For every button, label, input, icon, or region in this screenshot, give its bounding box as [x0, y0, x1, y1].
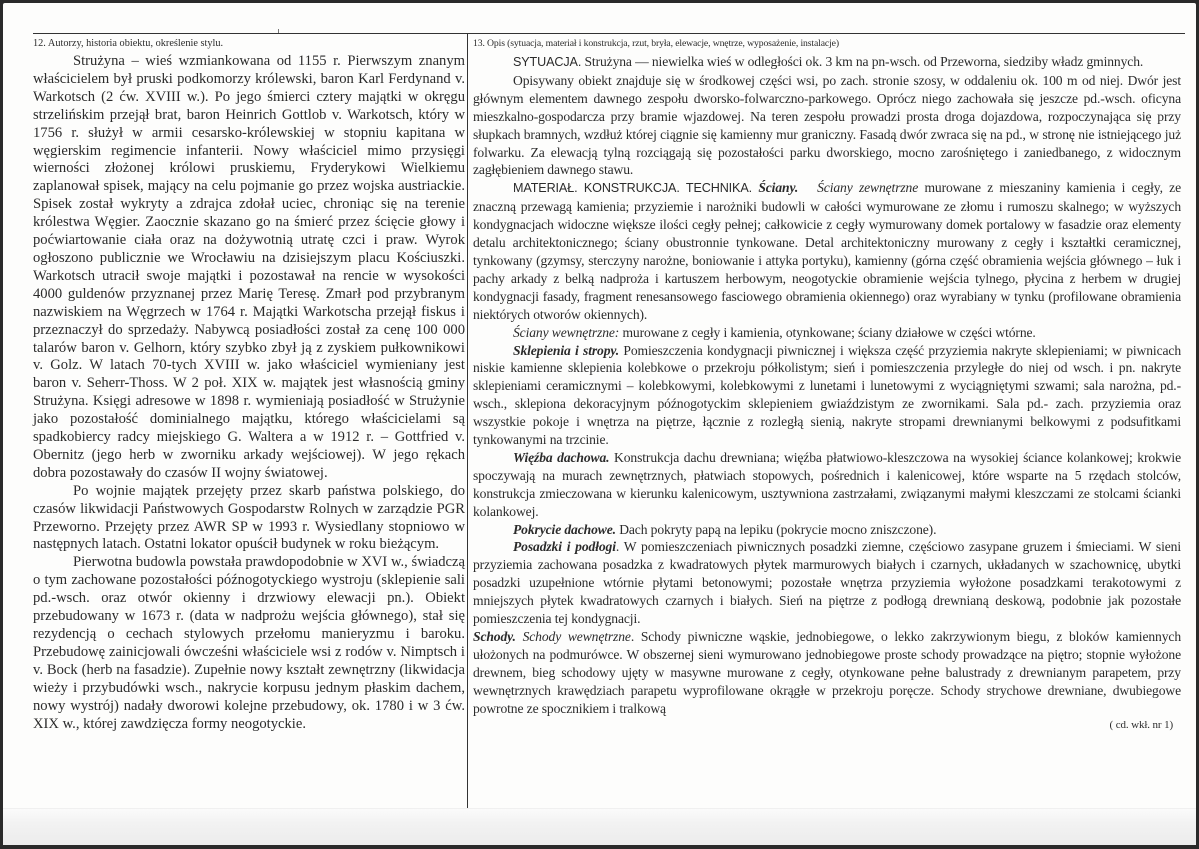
history-paragraph-building: Pierwotna budowla powstała prawdopodobnie w XVI w., świadczą o tym zachowane pozostałości późnogotyckiego wystroju (sklepienie sali pd.-wsch. oraz otwór okienny i drzwiowy elewacji pn.). Obiekt przebudowany w 1673 r. (data w nadprożu wejścia głównego), stał się rezydencją o cechach stylowych przełomu manieryzmu i baroku. Przebudowę zainicjowali ówcześni właściciele wsi z rodów v. Nimptsch i v. Bock (herb na fasadzie). Zupełnie nowy kształt zewnętrzny (likwidacja wieży i przybudówki wsch., nakrycie korpusu jednym płaskim dachem, nowy wystrój) nadały dworowi kolejne przebudowy, ok. 1780 i w 3 ćw. XIX w., której zawdzięcza formy neogotyckie.: [33, 554, 465, 732]
column-divider: [467, 33, 468, 813]
section-12-heading: 12. Autorzy, historia obiektu, określenie stylu.: [33, 38, 224, 49]
floors-text: . W pomieszczeniach piwnicznych posadzki ziemne, częściowo zasypane gruzem i śmieciami. W sieni przyziemia zachowana posadzka z kwadratowych płytek marmurowych białych i czarnych, układanych w szachownicę, ubytki posadzki uzupełnione wtórnie płytami betonowymi; pozostałe wnętrza przyziemia wyłożone posadzkami terakotowymi z mniejszych płytek kwadratowych czarnych i białych. Sień na piętrze z podłogą drewnianą deskową, podobnie jak pozostałe pomieszczenia tej kondygnacji.: [473, 539, 1181, 627]
external-walls-label: Ściany zewnętrzne: [817, 180, 919, 196]
roof-truss-text: Konstrukcja dachu drewniana; więźba płatwiowo-kleszczowa na wysokiej ściance kolankowej; krokwie spoczywają na murach zewnętrznych, płatwiach stopowych, pośrednich i kalenicowej, które wsparte na 5 rzędach stolców, konstrukcja zmieczowana w kierunku kalenicowym, usztywniona zastrzałami, związanymi małymi kleszczami ze stolcami ścianki kolankowej.: [473, 449, 1182, 519]
history-paragraph-postwar: Po wojnie majątek przejęty przez skarb państwa polskiego, do czasów likwidacji Państwowych Gospodarstw Rolnych w zarządzie PGR Przeworno. Przejęty przez AWR SP w 1993 r. Wysiedlany stopniowo w następnych latach. Ostatni lokator opuścił budynek w roku bieżącym.: [33, 482, 465, 553]
roof-truss-paragraph: [473, 449, 1181, 521]
continuation-note: ( cd. wkł. nr 1): [1109, 718, 1173, 731]
roofing-paragraph: [473, 521, 1181, 539]
history-paragraph-owners: Strużyna – wieś wzmiankowana od 1155 r. Pierwszym znanym właścicielem był pruski podkomorzy królewski, baron Karl Ferdynand v. Warkotsch (2 ćw. XVIII w.). Po jego śmierci cztery majątki w okręgu strzelińskim przejął brat, baron Heinrich Gottlob v. Warkotsch, który w 1756 r. służył w armii cesarsko-królewskiej w stopniu kapitana w węgierskim regimencie infanterii. Nowy właściciel mimo przysięgi wierności złożonej królowi pruskiemu, Fryderykowi Wielkiemu zaplanował spisek, mający na celu pojmanie go przez wojska austriackie. Spisek został wykryty a zdrajca zdołał uciec, chroniąc się na terenie królestwa Węgier. Zaocznie skazano go na śmierć przez ścięcie głowy i poćwiartowanie ciała oraz na dożywotnią utratę czci i praw. Wyrok ogłoszono publicznie we Wrocławiu na dzisiejszym placu Kościuszki. Warkotsch utracił swoje majątki i pozostawał na rencie w wysokości 4000 guldenów przyznanej przez Marię Teresę. Zmarł pod przybranym nazwiskiem na Węgrzech w 1764 r. Majątki Warkotscha przejął fiskus i przeznaczył do sprzedaży. Nabywcą posiadłości został za cenę 100 000 talarów baron v. Gelhorn, który szybko zbył ją z zyskiem pułkownikowi v. Golz. W latach 70-tych XVIII w. jako właściciel wymieniany jest baron v. Seherr-Thoss. W 2 poł. XIX w. majątek jest własnością gminy Strużyna. Księgi adresowe w 1898 r. wymieniają posiadłość w Strużynie jako pozostałość dominialnego majątku, którego właścicielami są spadkobiercy radcy miejskiego G. Waltera a w 1912 r. – Gottfried v. Obernitz (jego herb w zworniku arkady wejściowej). W jego rękach dobra pozostawały do czasów II wojny światowej.: [33, 53, 465, 481]
material-paragraph: [473, 179, 1181, 323]
description-section: [473, 37, 1181, 732]
scanned-form-sheet: [3, 3, 1196, 845]
roofing-label: Pokrycie dachowe.: [513, 521, 616, 537]
situation-text: Strużyna — niewielka wieś w odległości ok. 3 km na pn-wsch. od Przeworna, siedziby władz gminnych.: [581, 54, 1144, 69]
internal-walls-paragraph: [473, 324, 1181, 342]
scan-bottom-margin: [3, 808, 1196, 845]
situation-label: SYTUACJA.: [513, 55, 582, 69]
roof-truss-label: Więźba dachowa.: [513, 449, 610, 465]
history-section: [33, 37, 465, 733]
object-description-paragraph: Opisywany obiekt znajduje się w środkowej części wsi, po zach. stronie szosy, w oddaleniu ok. 100 m od niej. Dwór jest głównym elementem dawnego zespołu dworsko-folwarczno-parkowego. Oprócz niego zachowała się jeszcze pd.-wsch. oficyna mieszkalno-gospodarcza przy bramie wjazdowej. Na teren zespołu prowadzi prosta droga dojazdowa, rozpoczynająca się przy słupkach bramnych, wzdłuż której ciągnie się kamienny mur graniczny. Fasadą dwór zwraca się na pd., w stronę nie istniejącego już folwarku. Za elewacją tylną rozciągają się pozostałości parku dworskiego, mocno zarośniętego i zaniedbanego, z widocznym zagłębieniem dawnego stawu.: [473, 72, 1181, 178]
vaults-paragraph: [473, 342, 1181, 449]
internal-walls-text: murowane z cegły i kamienia, otynkowane; ściany działowe w części wtórne.: [619, 324, 1036, 340]
floors-paragraph: [473, 538, 1181, 628]
floors-label: Posadzki i podłogi: [513, 539, 616, 555]
form-frame: [33, 33, 1188, 813]
stairs-text: . Schody piwniczne wąskie, jednobiegowe, o lekko zakrzywionym biegu, z bloków kamiennych ułożonych na podmurówce. W obszernej sieni wymurowano jednobiegowe proste schody prowadzące na piętro; stopnie wyłożone drewnem, bieg schodowy ujęty w masywne murowane z cegły, otynkowane pełne balustrady z drewnianym parapetem, przy wewnętrznych krawędziach parapetu wyprofilowane okrągłe w przekroju poręcze. Schody strychowe drewniane, dwubiegowe powrotne ze spocznikiem i tralkową: [473, 629, 1181, 716]
internal-stairs-label: Schody wewnętrzne: [522, 629, 631, 644]
vaults-label: Sklepienia i stropy.: [513, 342, 620, 358]
situation-paragraph: [473, 53, 1181, 72]
material-label: MATERIAŁ. KONSTRUKCJA. TECHNIKA.: [513, 181, 752, 196]
internal-walls-label: Ściany wewnętrzne:: [513, 324, 620, 340]
stairs-paragraph: [473, 628, 1181, 718]
walls-label: Ściany.: [758, 180, 799, 196]
roofing-text: Dach pokryty papą na lepiku (pokrycie mocno zniszczone).: [615, 521, 937, 537]
vaults-text: Pomieszczenia kondygnacji piwnicznej i większa część przyziemia nakryte sklepieniami; w piwnicach niskie kamienne sklepienia kolebkowe o przekroju półkolistym; sień i pomieszczenia przyległe do niej od wsch. i pn. nakryte sklepieniami ceramicznymi – kolebkowymi, kolebkowymi z lunetami i lunetowymi z wyciągniętymi szwami; sala narożna, pd.-wsch., sklepiona dekoracyjnym późnogotyckim sklepieniem gwiaździstym ze zwornikami. Sala pd.- zach. przyziemia oraz wszystkie pokoje i wnętrza na piętrze, łącznie z rozległą sienią, nakryte stropami drewnianymi belkowymi z podsufitkami tynkowanymi na trzcinie.: [473, 342, 1181, 448]
section-13-heading: 13. Opis (sytuacja, materiał i konstrukcja, rzut, bryła, elewacje, wnętrze, wyposażenie, instalacje): [473, 38, 839, 49]
stairs-label: Schody.: [473, 629, 516, 644]
top-rule: [33, 33, 1185, 34]
material-text: murowane z mieszaniny kamienia i cegły, ze znaczną przewagą kamienia; przyziemie i narożniki budowli w całości wymurowane ze złomu i rumoszu skalnego; w wyższych kondygnacjach widoczne większe ilości cegły pełnej; całkowicie z cegły wymurowany domek portalowy w fasadzie oraz elementy detalu architektonicznego; ściany obustronnie tynkowane. Detal architektoniczny murowany z cegły i kształtki ceramicznej, tynkowany (gzymsy, sterczyny narożne, boniowanie i attyka portyku), kamienny (górna część obramienia wejścia głównego – łuk i pachy arkady z belką nadproża i kartuszem herbowym, neogotyckie obramienie wejścia tylnego, płycina z herbem w drugiej kondygnacji fasady, fragment renesansowego fasciowego obramienia okiennego) oraz wyrabiany w tynku (profilowane obramienia niektórych otworów okiennych).: [473, 180, 1181, 322]
